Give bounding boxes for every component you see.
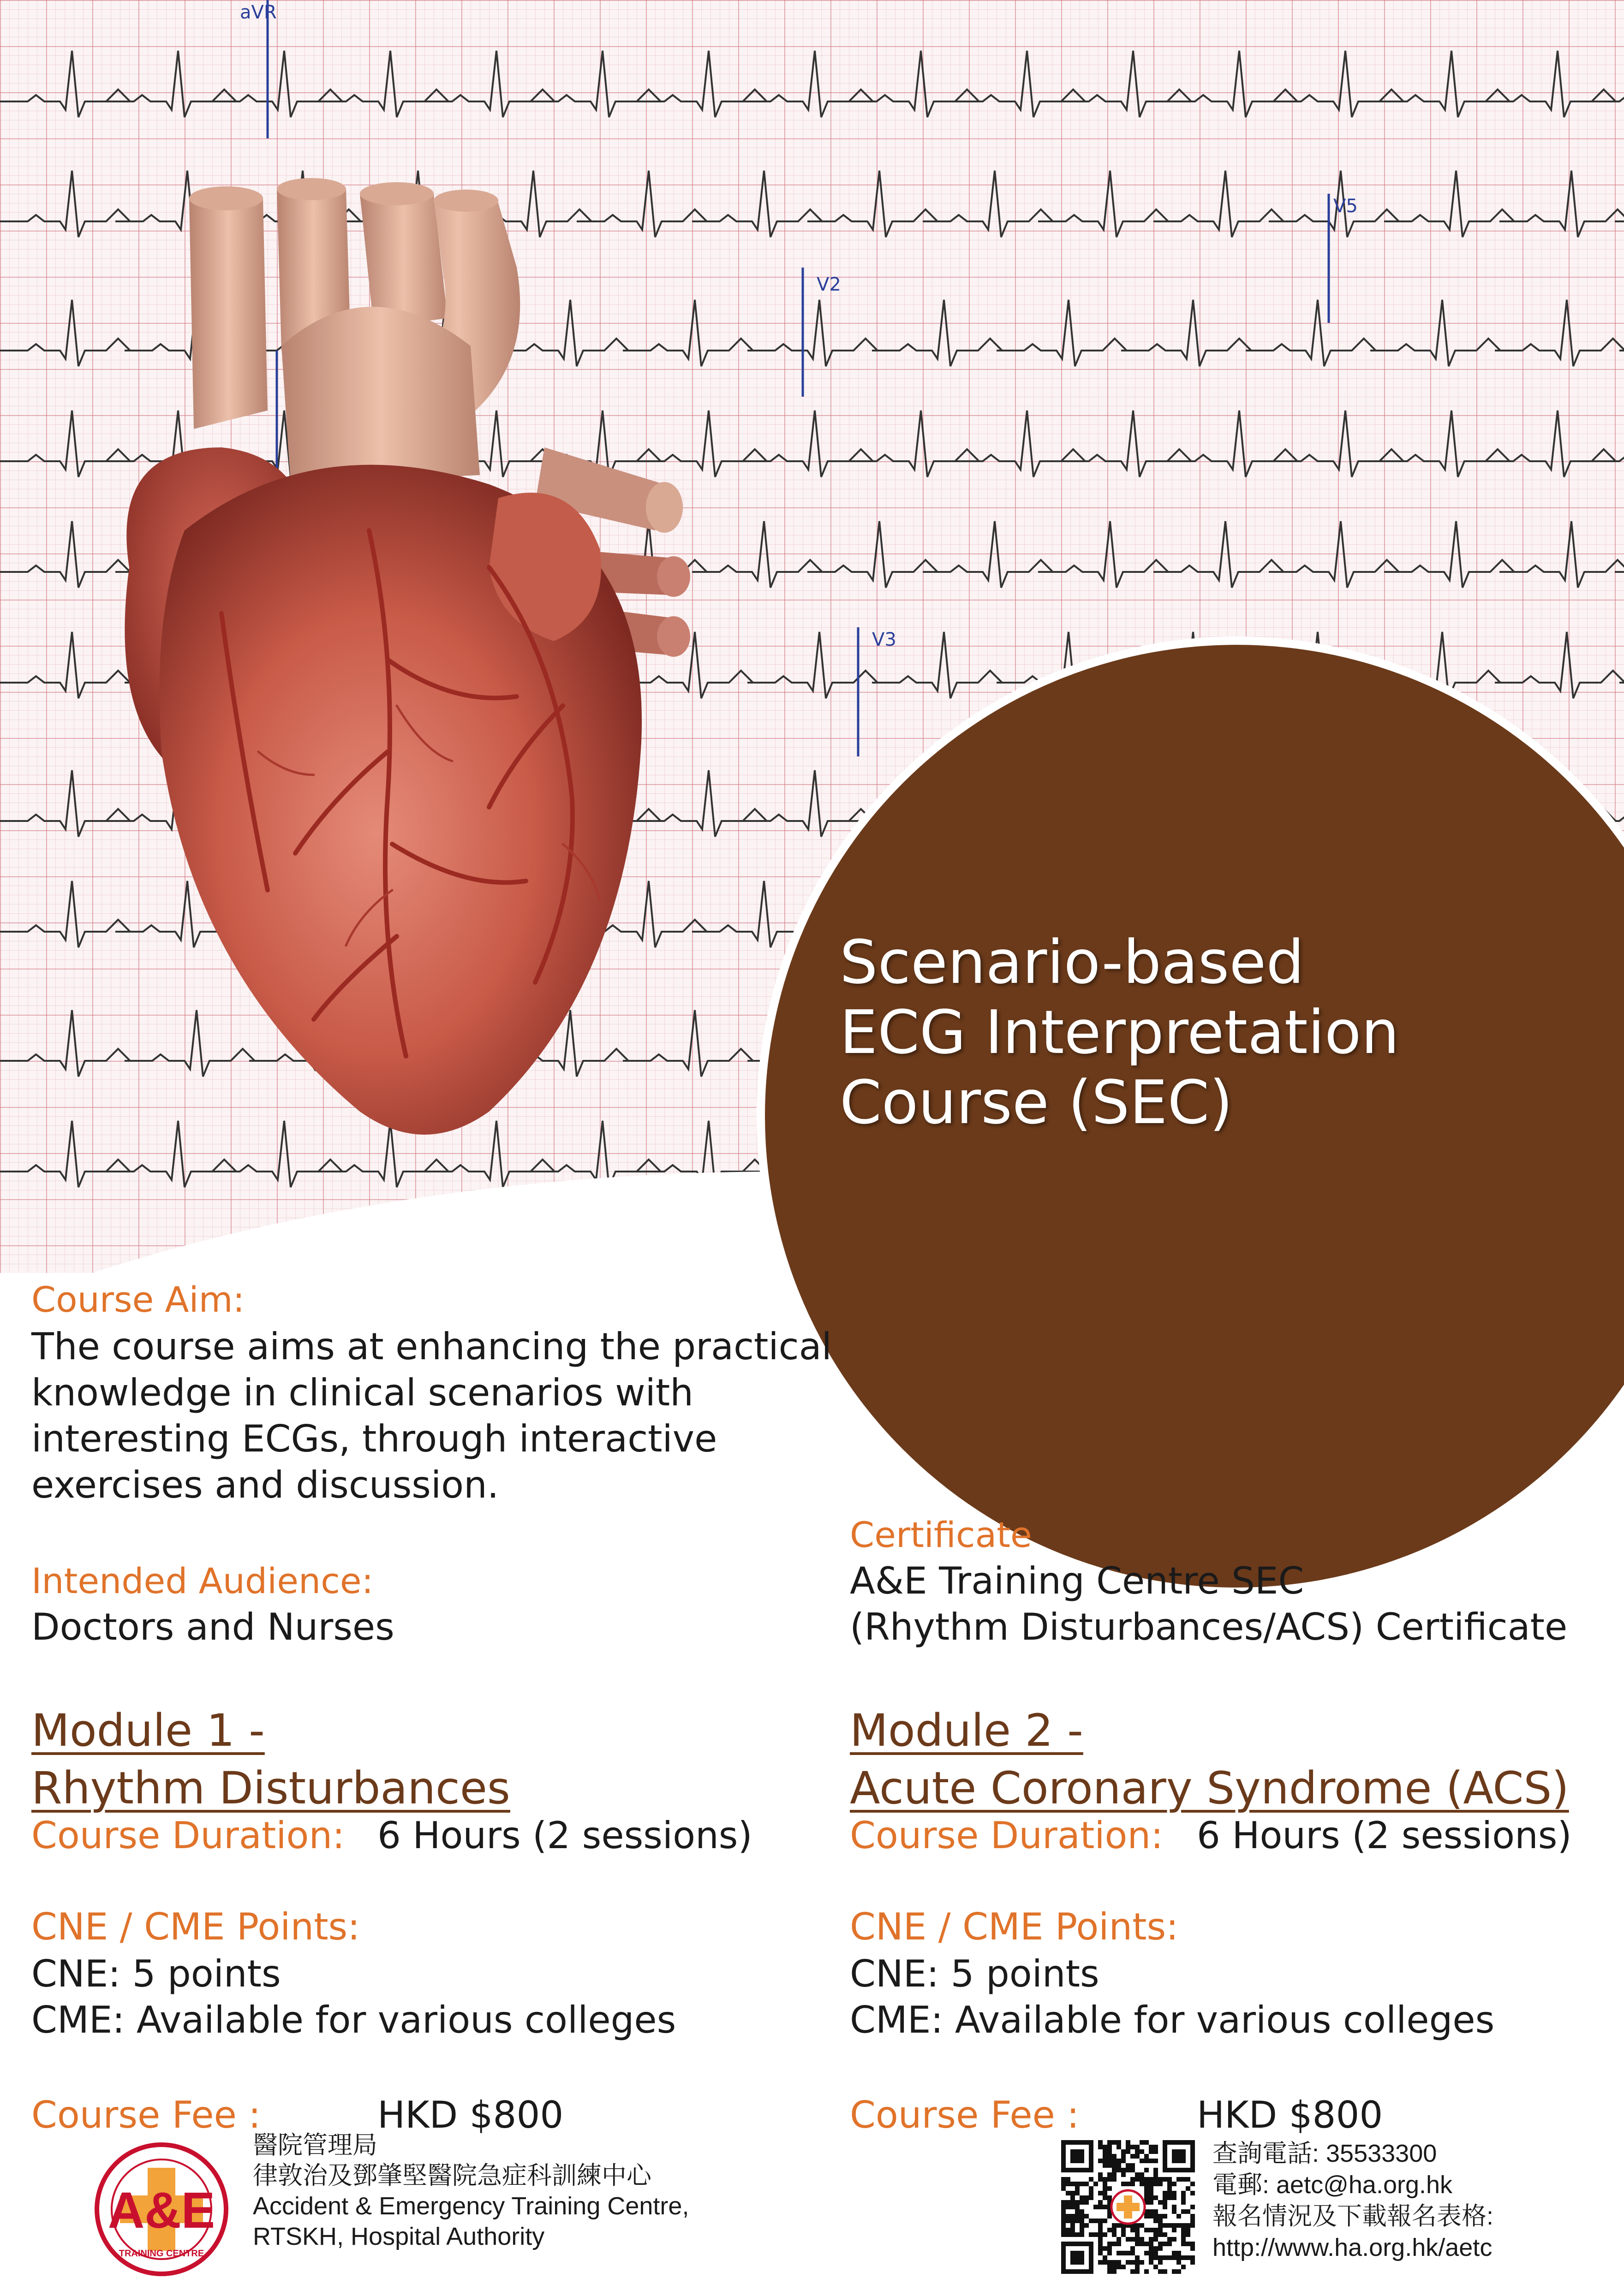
course-aim-label: Course Aim: — [31, 1279, 245, 1320]
course-aim-line: exercises and discussion. — [31, 1463, 499, 1506]
heart-illustration — [74, 152, 766, 1167]
module-1-points-label: CNE / CME Points: — [31, 1905, 360, 1948]
module-1-duration-value: 6 Hours (2 sessions) — [377, 1814, 752, 1857]
course-aim-line: knowledge in clinical scenarios with — [31, 1371, 693, 1414]
module-2-duration-label: Course Duration: — [850, 1814, 1164, 1857]
module-2-cme: CME: Available for various colleges — [850, 1999, 1495, 2041]
module-2-fee-label: Course Fee : — [850, 2094, 1080, 2136]
contact-phone: 查詢電話: 35533300 — [1212, 2140, 1437, 2167]
org-name-zh-1: 醫院管理局 — [253, 2131, 377, 2159]
contact-note: 報名情況及下載報名表格: — [1212, 2202, 1494, 2230]
module-2-heading-line-2: Acute Coronary Syndrome (ACS) — [850, 1762, 1569, 1814]
module-1-heading-line-2: Rhythm Disturbances — [31, 1762, 510, 1814]
module-1-cne: CNE: 5 points — [31, 1952, 281, 1995]
certificate-line-1: A&E Training Centre SEC — [850, 1559, 1304, 1602]
module-2-cne: CNE: 5 points — [850, 1952, 1099, 1995]
qr-code[interactable] — [1061, 2140, 1195, 2274]
module-1-cme: CME: Available for various colleges — [31, 1999, 676, 2041]
module-2-heading-line-1: Module 2 - — [850, 1705, 1083, 1756]
org-name-en-2: RTSKH, Hospital Authority — [253, 2223, 545, 2250]
audience-label: Intended Audience: — [31, 1560, 374, 1601]
module-1-duration-label: Course Duration: — [31, 1814, 345, 1857]
ecg-trace — [0, 51, 1624, 117]
certificate-line-2: (Rhythm Disturbances/ACS) Certificate — [850, 1606, 1568, 1648]
title-line-2: ECG Interpretation — [840, 997, 1399, 1067]
title-line-3: Course (SEC) — [840, 1067, 1233, 1137]
module-1-fee-value: HKD $800 — [377, 2094, 564, 2136]
contact-url-link[interactable]: http://www.ha.org.hk/aetc — [1212, 2234, 1493, 2261]
lead-label-avr: aVR — [240, 2, 277, 23]
org-name-en-1: Accident & Emergency Training Centre, — [253, 2192, 689, 2220]
contact-email[interactable]: 電郵: aetc@ha.org.hk — [1212, 2171, 1453, 2199]
lead-label-v3: V3 — [872, 629, 896, 650]
training-centre-logo — [92, 2140, 231, 2278]
audience-value: Doctors and Nurses — [31, 1606, 394, 1648]
lead-label-v5: V5 — [1333, 196, 1358, 217]
module-2-fee-value: HKD $800 — [1197, 2094, 1383, 2136]
svg-text:TRAINING CENTRE: TRAINING CENTRE — [119, 2248, 204, 2259]
module-1-heading-line-1: Module 1 - — [31, 1705, 265, 1756]
module-2-duration-value: 6 Hours (2 sessions) — [1197, 1814, 1572, 1857]
module-2-points-label: CNE / CME Points: — [850, 1905, 1179, 1948]
module-1-fee-label: Course Fee : — [31, 2094, 261, 2136]
certificate-label: Certificate — [850, 1514, 1032, 1555]
svg-text:A&E: A&E — [107, 2182, 215, 2239]
course-aim-text — [31, 1324, 832, 1508]
course-aim-line: The course aims at enhancing the practical — [31, 1325, 832, 1368]
org-name-zh-2: 律敦治及鄧肇堅醫院急症科訓練中心 — [253, 2162, 651, 2189]
course-title — [840, 927, 1532, 1137]
course-aim-line: interesting ECGs, through interactive — [31, 1417, 717, 1460]
lead-label-v2: V2 — [817, 274, 841, 295]
title-line-1: Scenario-based — [840, 927, 1304, 997]
